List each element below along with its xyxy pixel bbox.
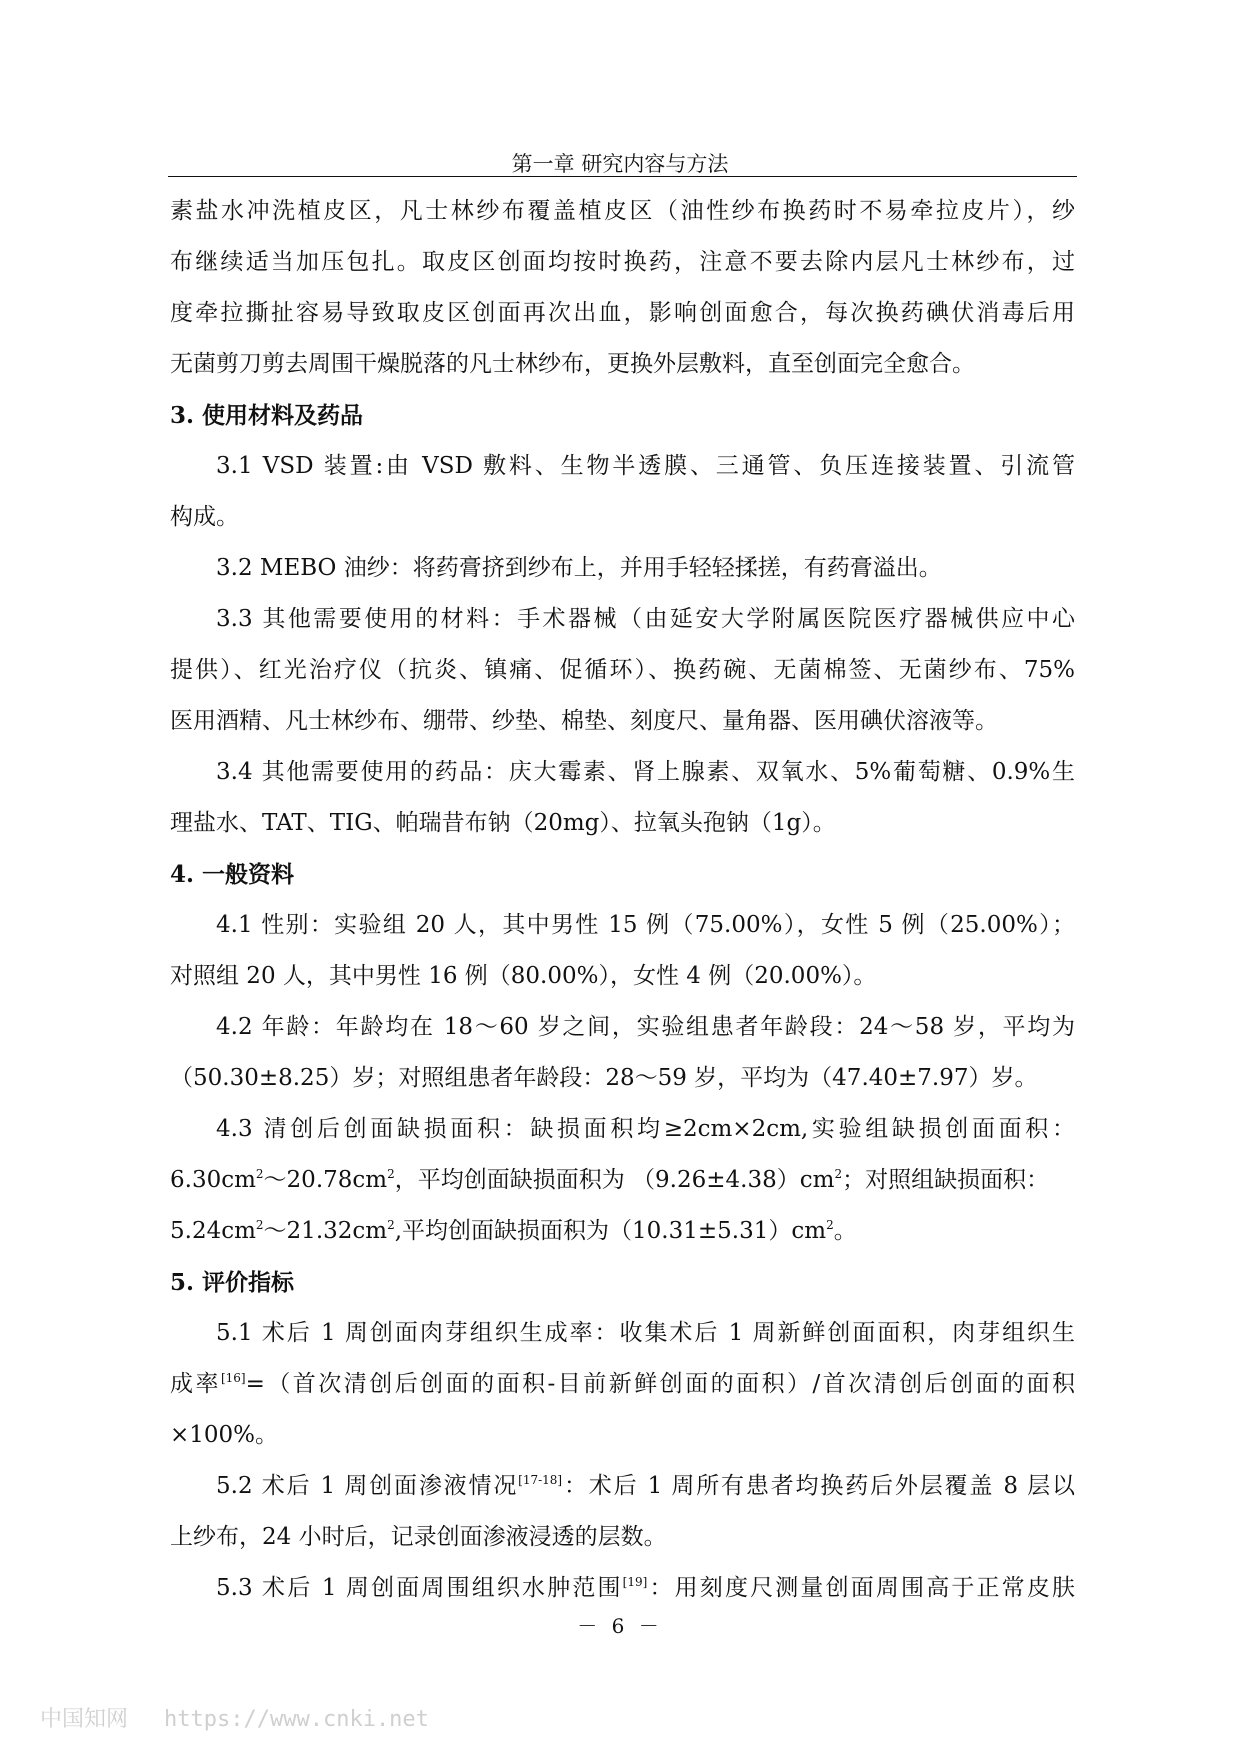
running-header: 第一章 研究内容与方法 <box>511 152 729 176</box>
text-run: ～21.32cm <box>263 1218 388 1244</box>
body-line: 3.4 其他需要使用的药品：庆大霉素、肾上腺素、双氧水、5%葡萄糖、0.9%生 <box>216 759 1075 785</box>
section-heading-3: 3. 使用材料及药品 <box>170 402 364 429</box>
body-line: 素盐水冲洗植皮区，凡士林纱布覆盖植皮区（油性纱布换药时不易牵拉皮片），纱 <box>170 198 1075 224</box>
body-line: 3.1 VSD 装置:由 VSD 敷料、生物半透膜、三通管、负压连接装置、引流管 <box>216 453 1075 479</box>
watermark-url: https://www.cnki.net <box>164 1707 429 1732</box>
superscript: 2 <box>834 1167 843 1181</box>
body-line: 3.2 MEBO 油纱：将药膏挤到纱布上，并用手轻轻揉搓，有药膏溢出。 <box>216 555 942 581</box>
body-line: 5.1 术后 1 周创面肉芽组织生成率：收集术后 1 周新鲜创面面积，肉芽组织生 <box>216 1320 1075 1346</box>
section-heading-5: 5. 评价指标 <box>170 1269 295 1296</box>
text-run: ：用刻度尺测量创面周围高于正常皮肤 <box>647 1575 1075 1601</box>
superscript: 2 <box>255 1167 264 1181</box>
superscript: 2 <box>387 1167 395 1181</box>
body-line: 提供）、红光治疗仪（抗炎、镇痛、促循环）、换药碗、无菌棉签、无菌纱布、75% <box>170 657 1075 683</box>
text-run: ；对照组缺损面积： <box>842 1167 1050 1193</box>
text-run: 6.30cm <box>170 1167 256 1193</box>
body-line: 构成。 <box>170 504 239 530</box>
body-line: 布继续适当加压包扎。取皮区创面均按时换药，注意不要去除内层凡士林纱布，过 <box>170 249 1075 275</box>
superscript: 2 <box>255 1218 264 1232</box>
body-line: （50.30±8.25）岁；对照组患者年龄段：28～59 岁，平均为（47.40±7.97）岁。 <box>170 1065 1038 1091</box>
text-run: ,平均创面缺损面积为（10.31±5.31）cm <box>394 1218 827 1244</box>
body-line: 医用酒精、凡士林纱布、绷带、纱垫、棉垫、刻度尺、量角器、医用碘伏溶液等。 <box>170 708 998 734</box>
body-line: 上纱布，24 小时后，记录创面渗液浸透的层数。 <box>170 1524 667 1550</box>
text-run: ，平均创面缺损面积为 （9.26±4.38）cm <box>394 1167 835 1193</box>
text-run: =（首次清创后创面的面积-目前新鲜创面的面积）/首次清创后创面的面积 <box>245 1371 1076 1397</box>
superscript: 2 <box>826 1218 834 1232</box>
text-run: 5.24cm <box>170 1218 256 1244</box>
body-line <box>170 1155 1075 1206</box>
body-line: 无菌剪刀剪去周围干燥脱落的凡士林纱布，更换外层敷料，直至创面完全愈合。 <box>170 351 975 377</box>
body-line: 3.3 其他需要使用的材料：手术器械（由延安大学附属医院医疗器械供应中心 <box>216 606 1075 632</box>
watermark <box>40 1702 429 1733</box>
text-run: ～20.78cm <box>263 1167 388 1193</box>
text-run: 5.3 术后 1 周创面周围组织水肿范围 <box>216 1575 623 1601</box>
body-line <box>170 1359 1075 1410</box>
text-run: ：术后 1 周所有患者均换药后外层覆盖 8 层以 <box>562 1473 1075 1499</box>
body-line: 4.2 年龄：年龄均在 18～60 岁之间，实验组患者年龄段：24～58 岁，平均为 <box>216 1014 1075 1040</box>
body-line <box>170 1461 1075 1512</box>
superscript: 2 <box>387 1218 395 1232</box>
citation-ref: [17-18] <box>518 1473 563 1487</box>
body-line: ×100%。 <box>170 1422 279 1448</box>
header-rule <box>168 176 1077 177</box>
body-line <box>170 1206 1075 1257</box>
watermark-brand: 中国知网 <box>40 1707 129 1732</box>
document-body <box>170 186 1075 1614</box>
body-line: 对照组 20 人，其中男性 16 例（80.00%），女性 4 例（20.00%）。 <box>170 963 877 989</box>
body-line: 4.1 性别：实验组 20 人，其中男性 15 例（75.00%），女性 5 例（25.00%）； <box>216 912 1075 938</box>
text-run: 成率 <box>170 1371 221 1397</box>
section-heading-4: 4. 一般资料 <box>170 861 295 888</box>
citation-ref: [16] <box>220 1371 246 1385</box>
text-run: 5.2 术后 1 周创面渗液情况 <box>216 1473 519 1499</box>
citation-ref: [19] <box>622 1575 648 1589</box>
text-run: 。 <box>833 1218 857 1244</box>
page-number: － 6 － <box>577 1614 663 1638</box>
body-line: 度牵拉撕扯容易导致取皮区创面再次出血，影响创面愈合，每次换药碘伏消毒后用 <box>170 300 1075 326</box>
body-line: 4.3 清创后创面缺损面积：缺损面积均≥2cm×2cm,实验组缺损创面面积： <box>216 1116 1075 1142</box>
body-line <box>170 1563 1075 1614</box>
body-line: 理盐水、TAT、TIG、帕瑞昔布钠（20mg）、拉氧头孢钠（1g）。 <box>170 810 836 836</box>
